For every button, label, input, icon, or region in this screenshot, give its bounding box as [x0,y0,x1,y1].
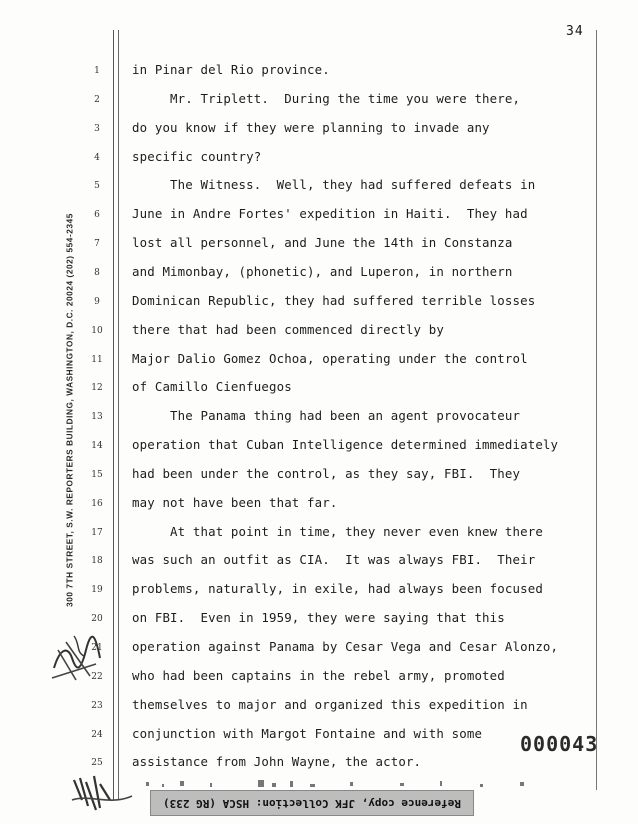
transcript-line: there that had been commenced directly by [132,321,445,337]
document-id-stamp: 000043 [520,732,599,756]
line-number: 10 [91,325,103,336]
transcript-line: Major Dalio Gomez Ochoa, operating under the control [132,350,528,366]
line-number: 24 [91,729,103,740]
line-number: 15 [91,469,103,480]
transcript-line: assistance from John Wayne, the actor. [132,754,422,770]
transcript-line: Mr. Triplett. During the time you were there, [132,90,521,106]
transcript-line: lost all personnel, and June the 14th in Constanza [132,235,513,251]
line-number: 20 [91,614,103,625]
transcript-line: June in Andre Fortes' expedition in Haiti. They had [132,206,528,222]
line-number: 18 [91,556,103,567]
transcript-line: problems, naturally, in exile, had always been focused [132,581,543,597]
transcript-line: The Witness. Well, they had suffered defeats in [132,177,536,193]
line-number: 5 [94,181,100,192]
transcript-line: At that point in time, they never even knew there [132,523,543,539]
margin-scribble-mark [70,770,140,815]
transcript-line: conjunction with Margot Fontaine and with some [132,725,483,741]
transcript-line: themselves to major and organized this expedition in [132,696,528,712]
transcript-line: on FBI. Even in 1959, they were saying that this [132,610,505,626]
transcript-line: and Mimonbay, (phonetic), and Luperon, in northern [132,263,513,279]
transcript-line: do you know if they were planning to invade any [132,119,490,135]
archive-reference-footer [150,790,474,816]
left-margin-rule-inner [118,30,119,800]
transcript-line: operation against Panama by Cesar Vega and Cesar Alonzo, [132,639,559,654]
transcript-line: was such an outfit as CIA. It was always FBI. Their [132,552,536,568]
line-number: 23 [91,700,103,711]
line-number: 9 [94,296,100,307]
line-number: 13 [91,412,103,423]
transcript-line: in Pinar del Rio province. [132,62,330,77]
reporter-address: 300 7TH STREET, S.W. REPORTERS BUILDING, WASHINGTON, D.C. 20024 (202) 554-2345 [65,213,75,607]
line-number: 6 [94,210,100,221]
line-number: 3 [94,123,100,134]
transcript-line: may not have been that far. [132,494,338,510]
transcript-line: The Panama thing had been an agent provocateur [132,408,521,424]
line-number: 11 [91,354,103,365]
line-number: 4 [94,152,100,163]
right-margin-rule [596,30,597,790]
transcript-line: of Camillo Cienfuegos [132,379,292,395]
line-number: 14 [91,441,103,452]
transcript-line: Dominican Republic, they had suffered terrible losses [132,292,536,308]
line-number: 1 [94,66,100,76]
page-number: 34 [566,24,584,39]
line-number: 22 [91,671,103,682]
line-number: 12 [91,383,103,394]
line-number: 17 [91,527,103,538]
handwritten-initials-mark [46,628,106,688]
line-number: 25 [91,758,103,769]
line-number: 19 [91,585,103,596]
line-number: 8 [94,267,100,278]
line-number: 21 [91,643,103,653]
transcript-line: operation that Cuban Intelligence determined immediately [132,437,559,453]
left-margin-rule [113,30,114,800]
transcript-line: who had been captains in the rebel army, promoted [132,667,505,683]
transcript-line: specific country? [132,148,262,164]
line-number: 7 [94,239,100,250]
line-number: 2 [94,94,100,105]
archive-reference-label: Reference copy, JFK Collection: HSCA (RG 233) [163,797,462,810]
transcript-line: had been under the control, as they say, FBI. They [132,465,521,481]
line-number: 16 [91,498,103,509]
